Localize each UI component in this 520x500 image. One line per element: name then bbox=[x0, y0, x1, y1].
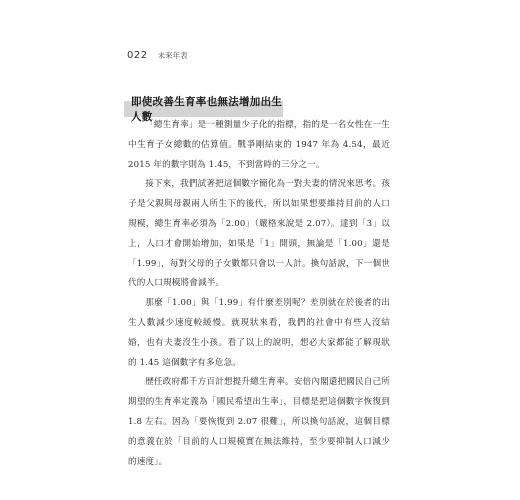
page-number: 022 bbox=[127, 50, 148, 61]
book-title: 未來年表 bbox=[157, 51, 188, 60]
running-header bbox=[127, 50, 188, 61]
paragraph: 「總生育率」是一種測量少子化的指標，指的是一名女性在一生中生育子女總數的估算值。戰爭剛結束的 1947 年為 4.54，最近 2015 年的數字則為 1.45，不到當時的三分之一。 bbox=[128, 120, 391, 170]
section-heading: 即使改善生育率也無法增加出生人數 bbox=[124, 101, 283, 117]
body-text bbox=[128, 116, 390, 472]
paragraph: 接下來，我們試著把這個數字簡化為一對夫妻的情況來思考。孩子是父親與母親兩人所生下的後代，所以如果想要維持目前的人口規模，總生育率必須為「2.00」（嚴格來說是 2.07）。達到「3」以上，人口才會開始增加，如果是「1」開頭，無論是「1.00」還是「1.99」，每對父母的子女數都只會以一人計。換句話說，下一個世代的人口規模將會減半。 bbox=[128, 179, 391, 289]
paragraph: 那麼「1.00」與「1.99」有什麼差別呢？差別就在於後者的出生人數減少速度較緩慢。就現狀來看，我們的社會中有些人沒結婚，也有夫妻沒生小孩。看了以上的說明，想必大家都能了解現狀的 1.45 這個數字有多危急。 bbox=[128, 298, 390, 368]
paragraph: 歷任政府都千方百計想提升總生育率。安倍內閣還把國民自己所期望的生育率定義為「國民希望出生率」，目標是把這個數字恢復到 1.8 左右。因為「要恢復到 2.07 很難」，所以換句話說，這個目標的意義在於「目前的人口規模實在無法維持，至少要抑制人口減少的速度」。 bbox=[128, 377, 391, 467]
